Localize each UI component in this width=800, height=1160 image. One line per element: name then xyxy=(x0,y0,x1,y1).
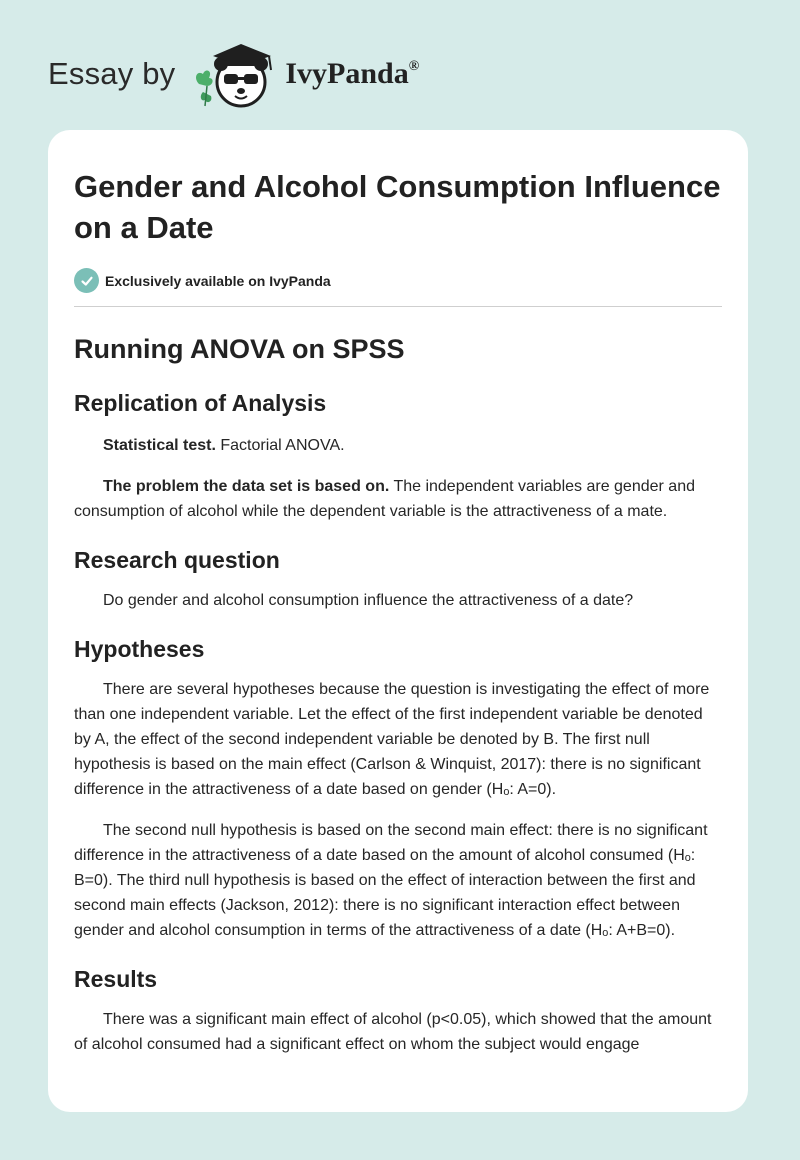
section-title: Running ANOVA on SPSS xyxy=(74,334,405,364)
article-card xyxy=(48,130,748,1112)
brand-name[interactable]: IvyPanda® xyxy=(285,57,420,90)
page-title: Gender and Alcohol Consumption Influence on a Date xyxy=(74,169,721,245)
results-heading: Results xyxy=(74,966,158,992)
essay-by-label: Essay by xyxy=(48,56,176,91)
site-header xyxy=(48,34,548,114)
replication-heading: Replication of Analysis xyxy=(74,390,327,416)
hypotheses-heading: Hypotheses xyxy=(74,636,205,662)
registered-mark: ® xyxy=(408,59,420,74)
hypotheses-paragraph-2: The second null hypothesis is based on the second main effect: there is no significant difference in the attractiveness of a date based on the amount of alcohol consumed (Hₒ: B=0). The third null hypothesis is based on the effect of interaction between the first and second main effects (Jackson, 2012): there is no significant interaction effect between gender and alcohol consumption in terms of the attractiveness of a date (Hₒ: A+B=0). xyxy=(74,822,708,939)
ivypanda-logo-icon[interactable] xyxy=(191,38,281,110)
exclusive-badge xyxy=(74,268,722,307)
results-paragraph: There was a significant main effect of alcohol (p<0.05), which showed that the amount of alcohol consumed had a significant effect on whom the subject would engage xyxy=(74,1011,712,1053)
statistical-test-paragraph: Statistical test. Factorial ANOVA. xyxy=(103,437,345,454)
problem-paragraph: The problem the data set is based on. The independent variables are gender and consumption of alcohol while the dependent variable is the attractiveness of a mate. xyxy=(74,478,695,520)
research-question-text: Do gender and alcohol consumption influence the attractiveness of a date? xyxy=(103,592,634,609)
research-question-heading: Research question xyxy=(74,547,280,573)
statistical-test-label: Statistical test. xyxy=(103,437,216,454)
hypotheses-paragraph-1: There are several hypotheses because the question is investigating the effect of more than one independent variable. Let the effect of the first independent variable be denoted by A, the effect of the second independent variable be denoted by B. The first null hypothesis is based on the main effect (Carlson & Winquist, 2017): there is no significant difference in the attractiveness of a date based on gender (Hₒ: A=0). xyxy=(74,681,710,798)
problem-label: The problem the data set is based on. xyxy=(103,478,390,495)
exclusive-text: Exclusively available on IvyPanda xyxy=(105,272,331,289)
check-icon xyxy=(74,268,99,293)
